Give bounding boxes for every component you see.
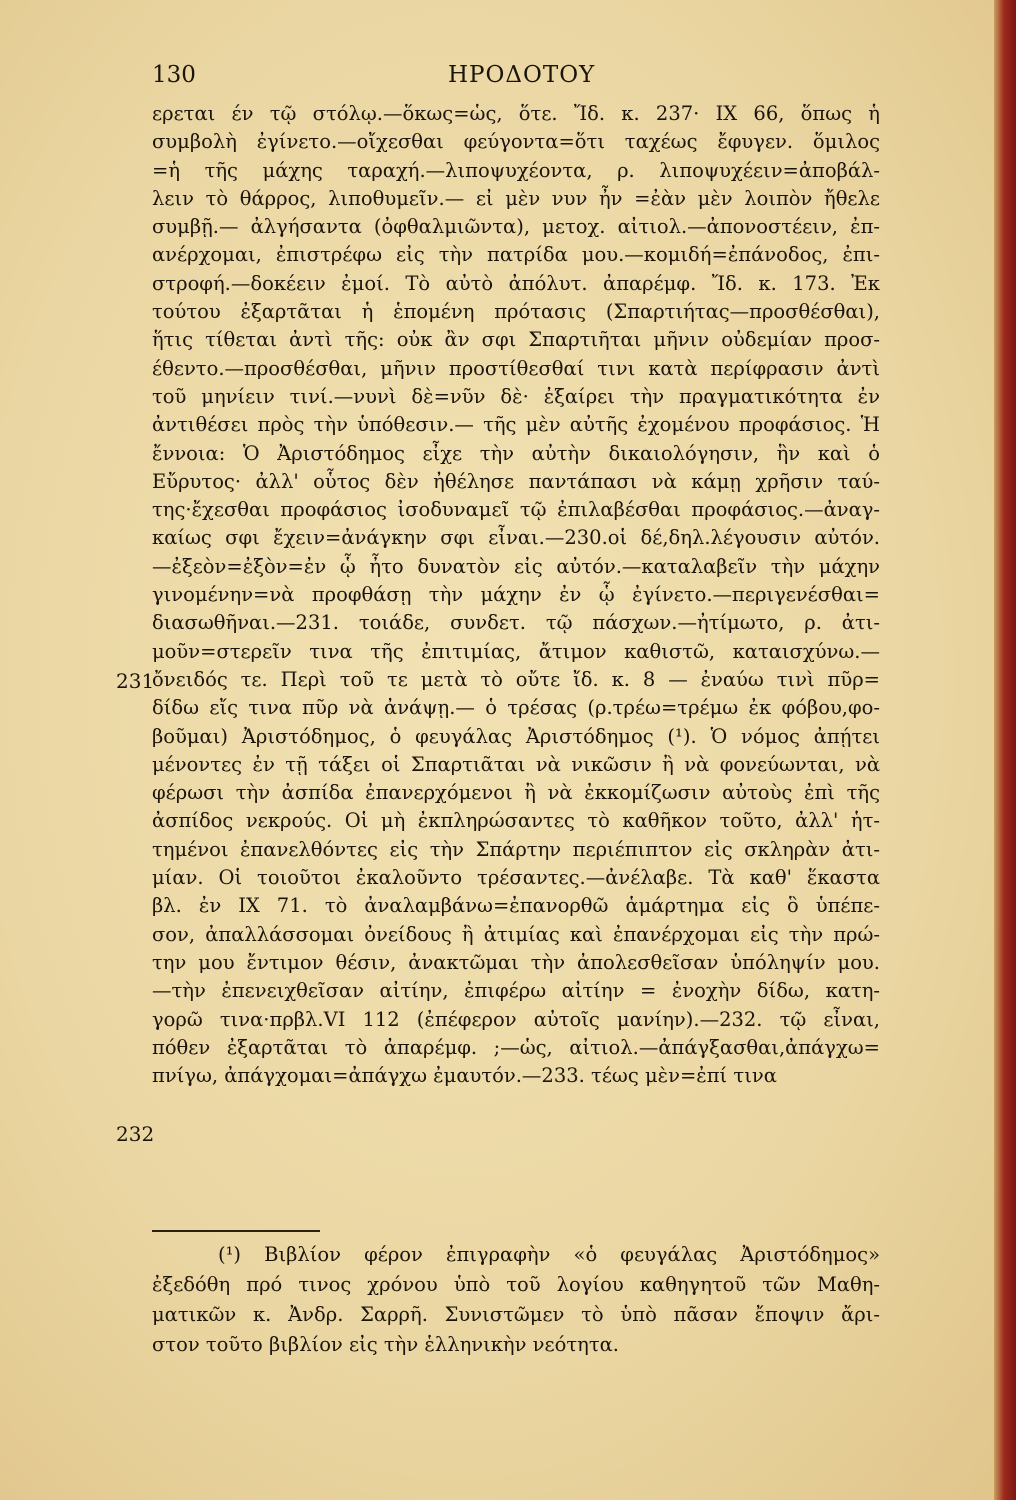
- text-line: ανέρχομαι, ἐπιστρέφω εἰς τὴν πατρίδα μου.—κομιδή=ἐπάνοδος, ἐπι-: [152, 243, 880, 267]
- text-line: —τὴν ἐπενειχθεῖσαν αἰτίην, ἐπιφέρω αἰτίην = ἐνοχὴν δίδω, κατη-: [152, 979, 880, 1003]
- footnote-rule: [152, 1230, 320, 1232]
- text-line: μίαν. Οἱ τοιοῦτοι ἐκαλοῦντο τρέσαντες.—ἀνέλαβε. Τὰ καθ' ἕκαστα: [152, 866, 880, 890]
- margin-section-number: 232: [116, 1122, 155, 1146]
- text-line: φέρωσι τὴν ἀσπίδα ἐπανερχόμενοι ἢ νὰ ἐκκομίζωσιν αὐτοὺς ἐπὶ τῆς: [152, 781, 880, 805]
- text-line: μένοντες ἐν τῇ τάξει οἱ Σπαρτιᾶται νὰ νικῶσιν ἢ νὰ φονεύωνται, νὰ: [152, 752, 880, 776]
- text-line: την μου ἔντιμον θέσιν, ἀνακτῶμαι τὴν ἀπολεσθεῖσαν ὑπόληψίν μου.: [152, 950, 880, 974]
- footnote: [152, 1240, 880, 1360]
- text-line: τημένοι ἐπανελθόντες εἰς τὴν Σπάρτην περιέπιπτον εἰς σκληρὰν ἀτι-: [152, 837, 880, 861]
- text-line: συμβολὴ ἐγίνετο.—οἴχεσθαι φεύγοντα=ὅτι ταχέως ἔφυγεν. ὅμιλος: [152, 130, 880, 154]
- margin-section-number: 231: [116, 669, 155, 693]
- text-line: ἥτις τίθεται ἀντὶ τῆς: οὐκ ἂν σφι Σπαρτιῆται μῆνιν οὐδεμίαν προσ-: [152, 328, 880, 352]
- text-line: μοῦν=στερεῖν τινα τῆς ἐπιτιμίας, ἄτιμον καθιστῶ, καταισχύνω.—: [152, 639, 880, 663]
- commentary-body: [152, 100, 880, 1090]
- text-line: βλ. ἐν IX 71. τὸ ἀναλαμβάνω=ἐπανορθῶ ἁμάρτημα εἰς ὃ ὑπέπε-: [152, 894, 880, 918]
- footnote-line: (¹) Βιβλίον φέρον ἐπιγραφὴν «ὁ φευγάλας Ἀριστόδημος»: [218, 1243, 880, 1266]
- text-line: γορῶ τινα·πρβλ.VI 112 (ἐπέφερον αὐτοῖς μανίην).—232. τῷ εἶναι,: [152, 1007, 880, 1031]
- book-spine-edge: [994, 0, 1016, 1500]
- text-line: καίως σφι ἔχειν=ἀνάγκην σφι εἶναι.—230.οἱ δέ,δηλ.λέγουσιν αὐτόν.: [152, 526, 880, 550]
- page-header: [152, 62, 882, 92]
- text-line: πόθεν ἐξαρτᾶται τὸ ἀπαρέμφ. ;—ὡς, αἰτιολ.—ἀπάγξασθαι,ἀπάγχω=: [152, 1035, 880, 1059]
- text-line: έθεντο.—προσθέσθαι, μῆνιν προστίθεσθαί τινι κατὰ περίφρασιν ἀντὶ: [152, 356, 880, 380]
- text-line: δίδω εἴς τινα πῦρ νὰ ἀνάψῃ.— ὁ τρέσας (ρ.τρέω=τρέμω ἐκ φόβου,φο-: [152, 696, 880, 720]
- text-line: ὄνειδός τε. Περὶ τοῦ τε μετὰ τὸ οὔτε ἴδ. κ. 8 — ἐναύω τινὶ πῦρ=: [152, 667, 880, 691]
- text-line: γινομένην=νὰ προφθάσῃ τὴν μάχην ἐν ᾧ ἐγίνετο.—περιγενέσθαι=: [152, 583, 880, 607]
- text-line: ἀσπίδος νεκρούς. Οἱ μὴ ἐκπληρώσαντες τὸ καθῆκον τοῦτο, ἀλλ' ἡτ-: [152, 809, 880, 833]
- text-line: ερεται έν τῷ στόλῳ.—ὅκως=ὡς, ὅτε. Ἴδ. κ. 237· IX 66, ὅπως ἡ: [152, 102, 880, 125]
- text-line: ἔννοια: Ὁ Ἀριστόδημος εἶχε τὴν αὐτὴν δικαιολόγησιν, ἣν καὶ ὁ: [152, 441, 880, 465]
- text-line: λειν τὸ θάρρος, λιποθυμεῖν.— εἰ μὲν νυν ἦν =ἐὰν μὲν λοιπὸν ἤθελε: [152, 186, 880, 210]
- text-line: Εὔρυτος· ἀλλ' οὗτος δὲν ἠθέλησε παντάπασι νὰ κάμῃ χρῆσιν ταύ-: [152, 469, 880, 493]
- footnote-line: στον τοῦτο βιβλίον εἰς τὴν ἑλληνικὴν νεότητα.: [152, 1333, 619, 1356]
- text-line: βοῦμαι) Ἀριστόδημος, ὁ φευγάλας Ἀριστόδημος (¹). Ὁ νόμος ἀπῄτει: [152, 724, 880, 748]
- text-line: διασωθῆναι.—231. τοιάδε, συνδετ. τῷ πάσχων.—ἠτίμωτο, ρ. ἀτι-: [152, 611, 880, 635]
- footnote-line: ματικῶν κ. Ἀνδρ. Σαρρῆ. Συνιστῶμεν τὸ ὑπὸ πᾶσαν ἔποψιν ἄρι-: [152, 1303, 880, 1326]
- text-line: ἀντιθέσει πρὸς τὴν ὑπόθεσιν.— τῆς μὲν αὐτῆς ἐχομένου προφάσιος. Ἡ: [152, 413, 880, 437]
- text-line: τοῦ μηνίειν τινί.—νυνὶ δὲ=νῦν δὲ· ἐξαίρει τὴν πραγματικότητα ἐν: [152, 384, 880, 408]
- text-line: τούτου ἐξαρτᾶται ἡ ἑπομένη πρότασις (Σπαρτιήτας—προσθέσθαι),: [152, 300, 880, 324]
- text-line: =ἡ τῆς μάχης ταραχή.—λιποψυχέοντα, ρ. λιποψυχέειν=ἀποβάλ-: [152, 158, 880, 182]
- text-line: στροφή.—δοκέειν ἐμοί. Τὸ αὐτὸ ἀπόλυτ. ἀπαρέμφ. Ἴδ. κ. 173. Ἐκ: [152, 271, 880, 295]
- text-line: συμβῇ.— ἀλγήσαντα (ὀφθαλμιῶντα), μετοχ. αἰτιολ.—ἀπονοστέειν, ἐπ-: [152, 215, 880, 239]
- text-line: σον, ἀπαλλάσσομαι ὀνείδους ἢ ἀτιμίας καὶ ἐπανέρχομαι εἰς τὴν πρώ-: [152, 922, 880, 946]
- running-head: ΗΡΟΔΟΤΟΥ: [448, 62, 596, 88]
- text-line: —ἐξεὸν=ἐξὸν=ἐν ᾧ ἦτο δυνατὸν εἰς αὐτόν.—καταλαβεῖν τὴν μάχην: [152, 554, 880, 578]
- text-line: της·ἔχεσθαι προφάσιος ἰσοδυναμεῖ τῷ ἐπιλαβέσθαι προφάσιος.—ἀναγ-: [152, 498, 880, 522]
- footnote-line: ἐξεδόθη πρό τινος χρόνου ὑπὸ τοῦ λογίου καθηγητοῦ τῶν Μαθη-: [152, 1273, 880, 1296]
- page-number: 130: [152, 62, 196, 88]
- text-line: πνίγω, ἀπάγχομαι=ἀπάγχω ἐμαυτόν.—233. τέως μὲν=ἐπί τινα: [152, 1064, 777, 1088]
